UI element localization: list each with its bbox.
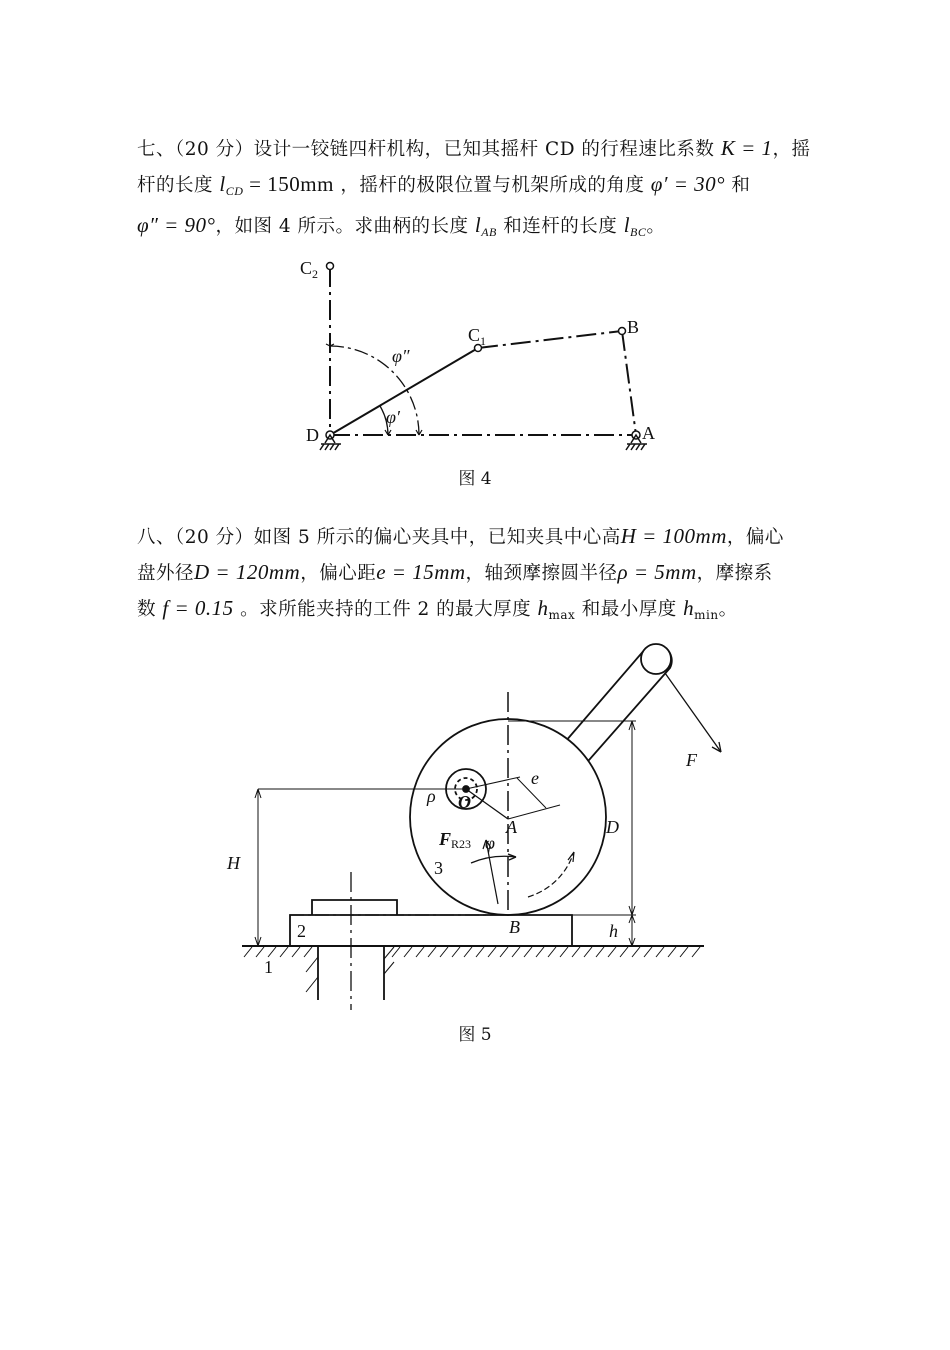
- problem-8-line-2: 盘外径D = 120mm，偏心距e = 15mm，轴颈摩擦圆半径ρ = 5mm，摩擦系: [137, 560, 773, 584]
- figure-5-caption: 图 5: [458, 1025, 492, 1045]
- problem-7-line-3: φ″ = 90°，如图 4 所示。求曲柄的长度 $l_{AB}$ 和连杆的长度 $l_{BC}$。: [137, 213, 666, 239]
- label-rho: ρ: [427, 786, 436, 806]
- clamp-block: [312, 900, 397, 915]
- label-2: 2: [297, 921, 306, 941]
- label-force-f: F: [686, 750, 697, 770]
- label-1: 1: [264, 957, 273, 977]
- label-c1: $C_1$: [468, 325, 487, 348]
- label-c2: $C_2$: [300, 258, 319, 281]
- label-b: B: [627, 317, 640, 337]
- label-fr23: FR23: [439, 829, 472, 851]
- label-phi-double-prime: φ″: [392, 346, 410, 366]
- label-o: O: [458, 792, 471, 812]
- ground-hatching: [244, 947, 700, 992]
- label-e: e: [531, 768, 539, 788]
- problem-8-line-1: 八、（20 分）如图 5 所示的偏心夹具中，已知夹具中心高H = 100mm，偏心: [137, 524, 784, 548]
- problem-7-line-1: 七、（20 分）设计一铰链四杆机构，已知其摇杆 CD 的行程速比系数 K = 1，摇: [137, 136, 811, 160]
- label-d: D: [606, 817, 619, 837]
- label-h-small: h: [609, 921, 618, 941]
- workpiece-2: [290, 915, 572, 946]
- label-3: 3: [434, 858, 443, 878]
- force-f-line: [665, 673, 721, 752]
- label-phi-prime: φ′: [386, 407, 400, 427]
- label-a: A: [506, 817, 517, 837]
- handle-end: [641, 644, 671, 674]
- problem-8-line-3: 数 f = 0.15 。求所能夹持的工件 2 的最大厚度 $h_{max}$ 和最小厚度 $h_{min}$。: [137, 596, 738, 622]
- label-a: A: [642, 423, 655, 443]
- figure-4-caption: 图 4: [458, 469, 492, 489]
- label-h-height: H: [227, 853, 240, 873]
- problem-7-line-2: 杆的长度 $l_{CD} = 150mm$ ，摇杆的极限位置与机架所成的角度 φ′ = 30° 和: [137, 172, 751, 198]
- label-phi: φ: [485, 833, 495, 853]
- label-d: D: [306, 425, 319, 445]
- label-b: B: [509, 917, 520, 937]
